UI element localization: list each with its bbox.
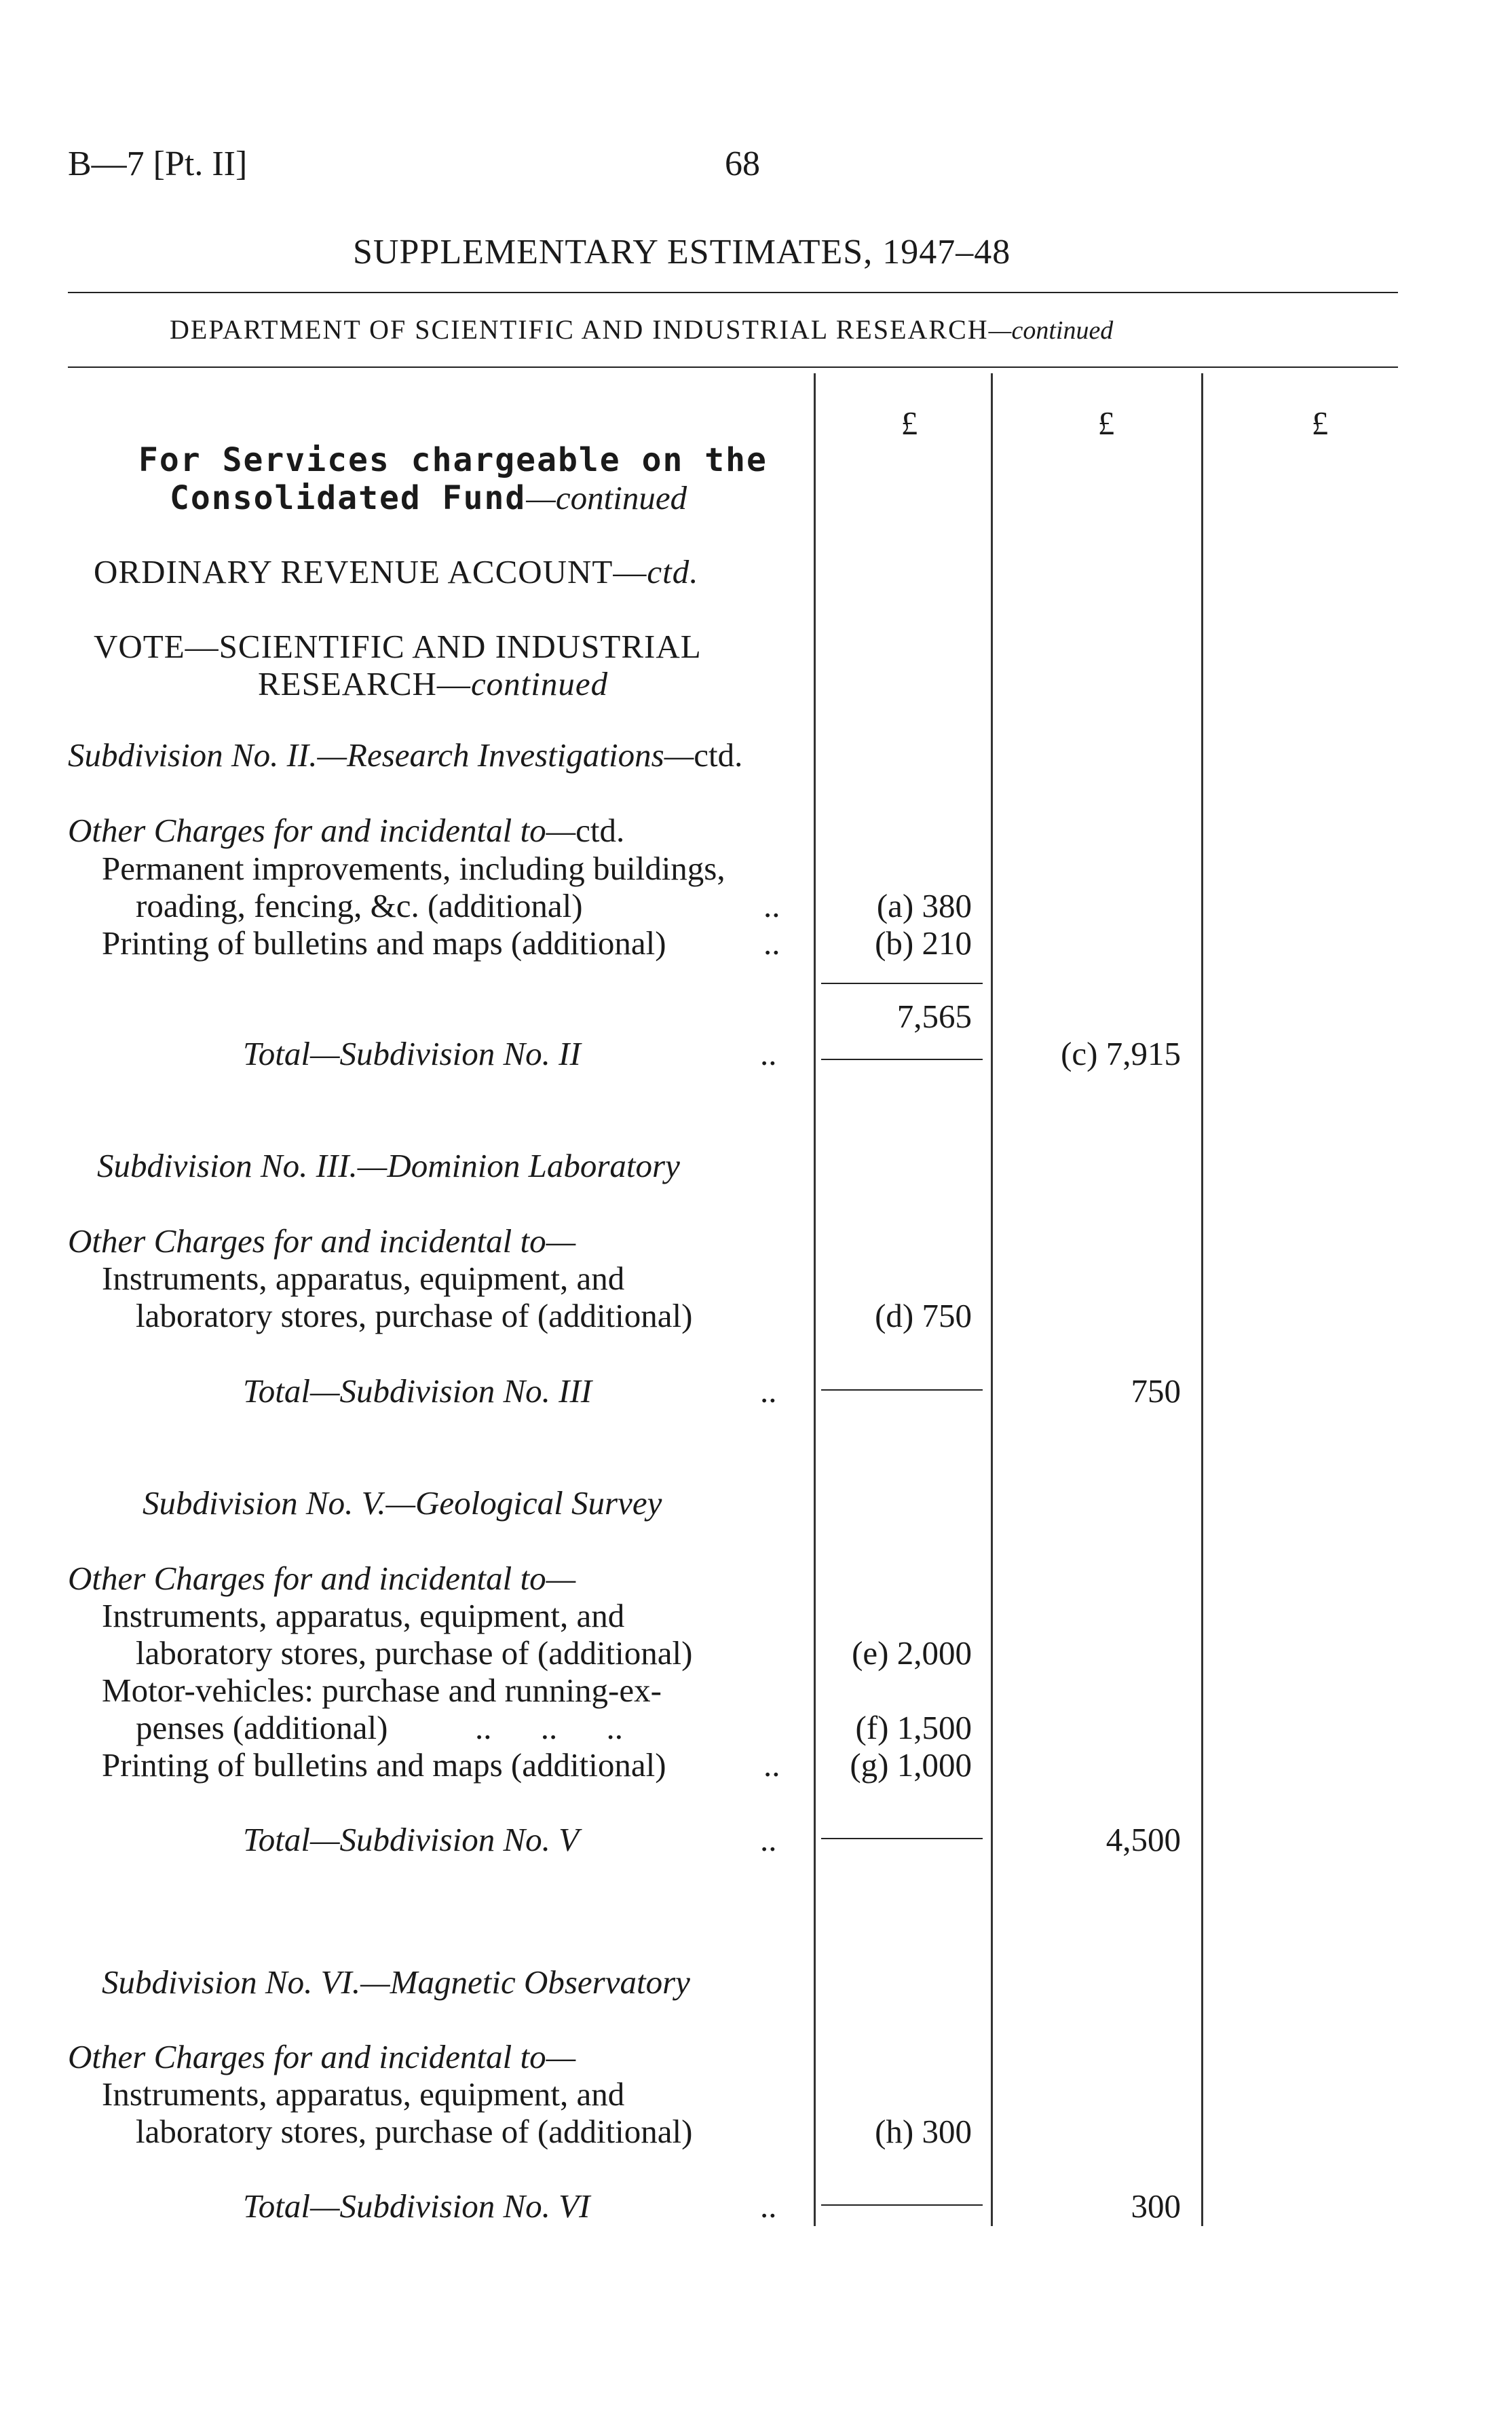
sub2-item1-dots: .. bbox=[763, 887, 780, 924]
sub2-item1-line2: roading, fencing, &c. (additional) bbox=[136, 887, 583, 924]
ordinary-revenue-text: ORDINARY REVENUE ACCOUNT— bbox=[94, 553, 647, 590]
sub5-total-amount: 4,500 bbox=[1105, 1821, 1181, 1858]
sub3-total-label: Total—Subdivision No. III bbox=[243, 1372, 592, 1410]
vote-continued: continued bbox=[470, 665, 609, 702]
subdivision-3-heading: Subdivision No. III.—Dominion Laboratory bbox=[97, 1147, 680, 1184]
sub5-item2-amount: (f) 1,500 bbox=[855, 1709, 972, 1746]
sub5-item3-line1: Printing of bulletins and maps (additional) bbox=[102, 1746, 666, 1784]
subdivision-2-other-charges bbox=[68, 812, 624, 850]
subdivision-5-other-charges: Other Charges for and incidental to— bbox=[68, 1560, 576, 1597]
subdivision-2-other-charges-text: Other Charges for and incidental to— bbox=[68, 812, 576, 849]
ordinary-revenue-continued: ctd. bbox=[647, 553, 699, 590]
sub5-item2-line1: Motor-vehicles: purchase and running-ex- bbox=[102, 1672, 662, 1709]
department-name: DEPARTMENT OF SCIENTIFIC AND INDUSTRIAL RESEARCH bbox=[170, 314, 989, 345]
sub3-total-amount: 750 bbox=[1131, 1372, 1181, 1410]
services-continued: —continued bbox=[526, 479, 687, 516]
vote-research: RESEARCH— bbox=[258, 665, 471, 702]
sub5-item1-line2: laboratory stores, purchase of (additional) bbox=[136, 1634, 693, 1672]
column-header-3: £ bbox=[1311, 404, 1329, 442]
vote-heading-line1: VOTE—SCIENTIFIC AND INDUSTRIAL bbox=[94, 628, 702, 665]
sub5-item2-line2: penses (additional) bbox=[136, 1709, 388, 1746]
sub5-item1-amount: (e) 2,000 bbox=[852, 1634, 972, 1672]
subdivision-6-other-charges: Other Charges for and incidental to— bbox=[68, 2038, 576, 2075]
sub2-total-dots: .. bbox=[760, 1035, 777, 1072]
sub6-item1-line1: Instruments, apparatus, equipment, and bbox=[102, 2075, 625, 2113]
sub2-subtotal-rule bbox=[821, 983, 983, 984]
services-heading-line1: For Services chargeable on the bbox=[138, 441, 768, 479]
sub2-item2-amount: (b) 210 bbox=[875, 924, 972, 962]
sub2-total-amount: (c) 7,915 bbox=[1061, 1035, 1181, 1072]
page-number: 68 bbox=[725, 145, 760, 183]
sub3-item1-line1: Instruments, apparatus, equipment, and bbox=[102, 1260, 625, 1297]
sub6-item1-line2: laboratory stores, purchase of (additional) bbox=[136, 2113, 693, 2150]
sub2-total-label: Total—Subdivision No. II bbox=[243, 1035, 581, 1072]
column-rule-2 bbox=[991, 373, 993, 2226]
sub5-total-dots: .. bbox=[760, 1821, 777, 1858]
department-continued: —continued bbox=[988, 316, 1114, 345]
column-header-2: £ bbox=[1097, 404, 1115, 442]
ordinary-revenue-heading bbox=[94, 553, 699, 591]
subdivision-2-other-charges-continued: ctd. bbox=[575, 812, 625, 849]
header-rule-top bbox=[68, 292, 1398, 293]
sub5-item2-dots: .. .. .. bbox=[475, 1709, 623, 1746]
sub6-total-dots: .. bbox=[760, 2187, 777, 2225]
sub3-total-rule bbox=[821, 1389, 983, 1391]
sub6-item1-amount: (h) 300 bbox=[875, 2113, 972, 2150]
services-heading-line2 bbox=[170, 479, 687, 517]
column-rule-3 bbox=[1201, 373, 1203, 2226]
sub3-total-dots: .. bbox=[760, 1372, 777, 1410]
sub6-total-amount: 300 bbox=[1131, 2187, 1181, 2225]
sub2-subtotal: 7,565 bbox=[896, 998, 972, 1035]
column-header-1: £ bbox=[901, 404, 918, 442]
department-heading bbox=[170, 314, 1113, 345]
subdivision-2-heading bbox=[68, 736, 742, 774]
subdivision-6-heading: Subdivision No. VI.—Magnetic Observatory bbox=[102, 1963, 690, 2001]
sub3-item1-amount: (d) 750 bbox=[875, 1297, 972, 1334]
subdivision-2-continued: ctd. bbox=[694, 736, 743, 774]
subdivision-2-title: Subdivision No. II.—Research Investigations— bbox=[68, 736, 694, 774]
sub5-item3-amount: (g) 1,000 bbox=[850, 1746, 972, 1784]
header-rule-bottom bbox=[68, 366, 1398, 368]
sub2-item1-amount: (a) 380 bbox=[876, 887, 972, 924]
page-title: SUPPLEMENTARY ESTIMATES, 1947–48 bbox=[353, 233, 1011, 271]
sub5-total-rule bbox=[821, 1838, 983, 1839]
services-fund: Consolidated Fund bbox=[170, 479, 527, 517]
sub5-item1-line1: Instruments, apparatus, equipment, and bbox=[102, 1597, 625, 1634]
vote-heading-line2 bbox=[258, 665, 608, 703]
sub5-total-label: Total—Subdivision No. V bbox=[243, 1821, 580, 1858]
part-reference: B—7 [Pt. II] bbox=[68, 145, 248, 183]
sub2-item1-line1: Permanent improvements, including buildings, bbox=[102, 850, 725, 887]
sub5-item3-dots: .. bbox=[763, 1746, 780, 1784]
sub6-total-label: Total—Subdivision No. VI bbox=[243, 2187, 590, 2225]
sub3-item1-line2: laboratory stores, purchase of (additional) bbox=[136, 1297, 693, 1334]
subdivision-5-heading: Subdivision No. V.—Geological Survey bbox=[143, 1484, 662, 1522]
sub6-total-rule bbox=[821, 2204, 983, 2206]
sub2-item2-dots: .. bbox=[763, 924, 780, 962]
sub2-item2-line1: Printing of bulletins and maps (additional) bbox=[102, 924, 666, 962]
sub2-total-rule bbox=[821, 1059, 983, 1060]
subdivision-3-other-charges: Other Charges for and incidental to— bbox=[68, 1222, 576, 1260]
